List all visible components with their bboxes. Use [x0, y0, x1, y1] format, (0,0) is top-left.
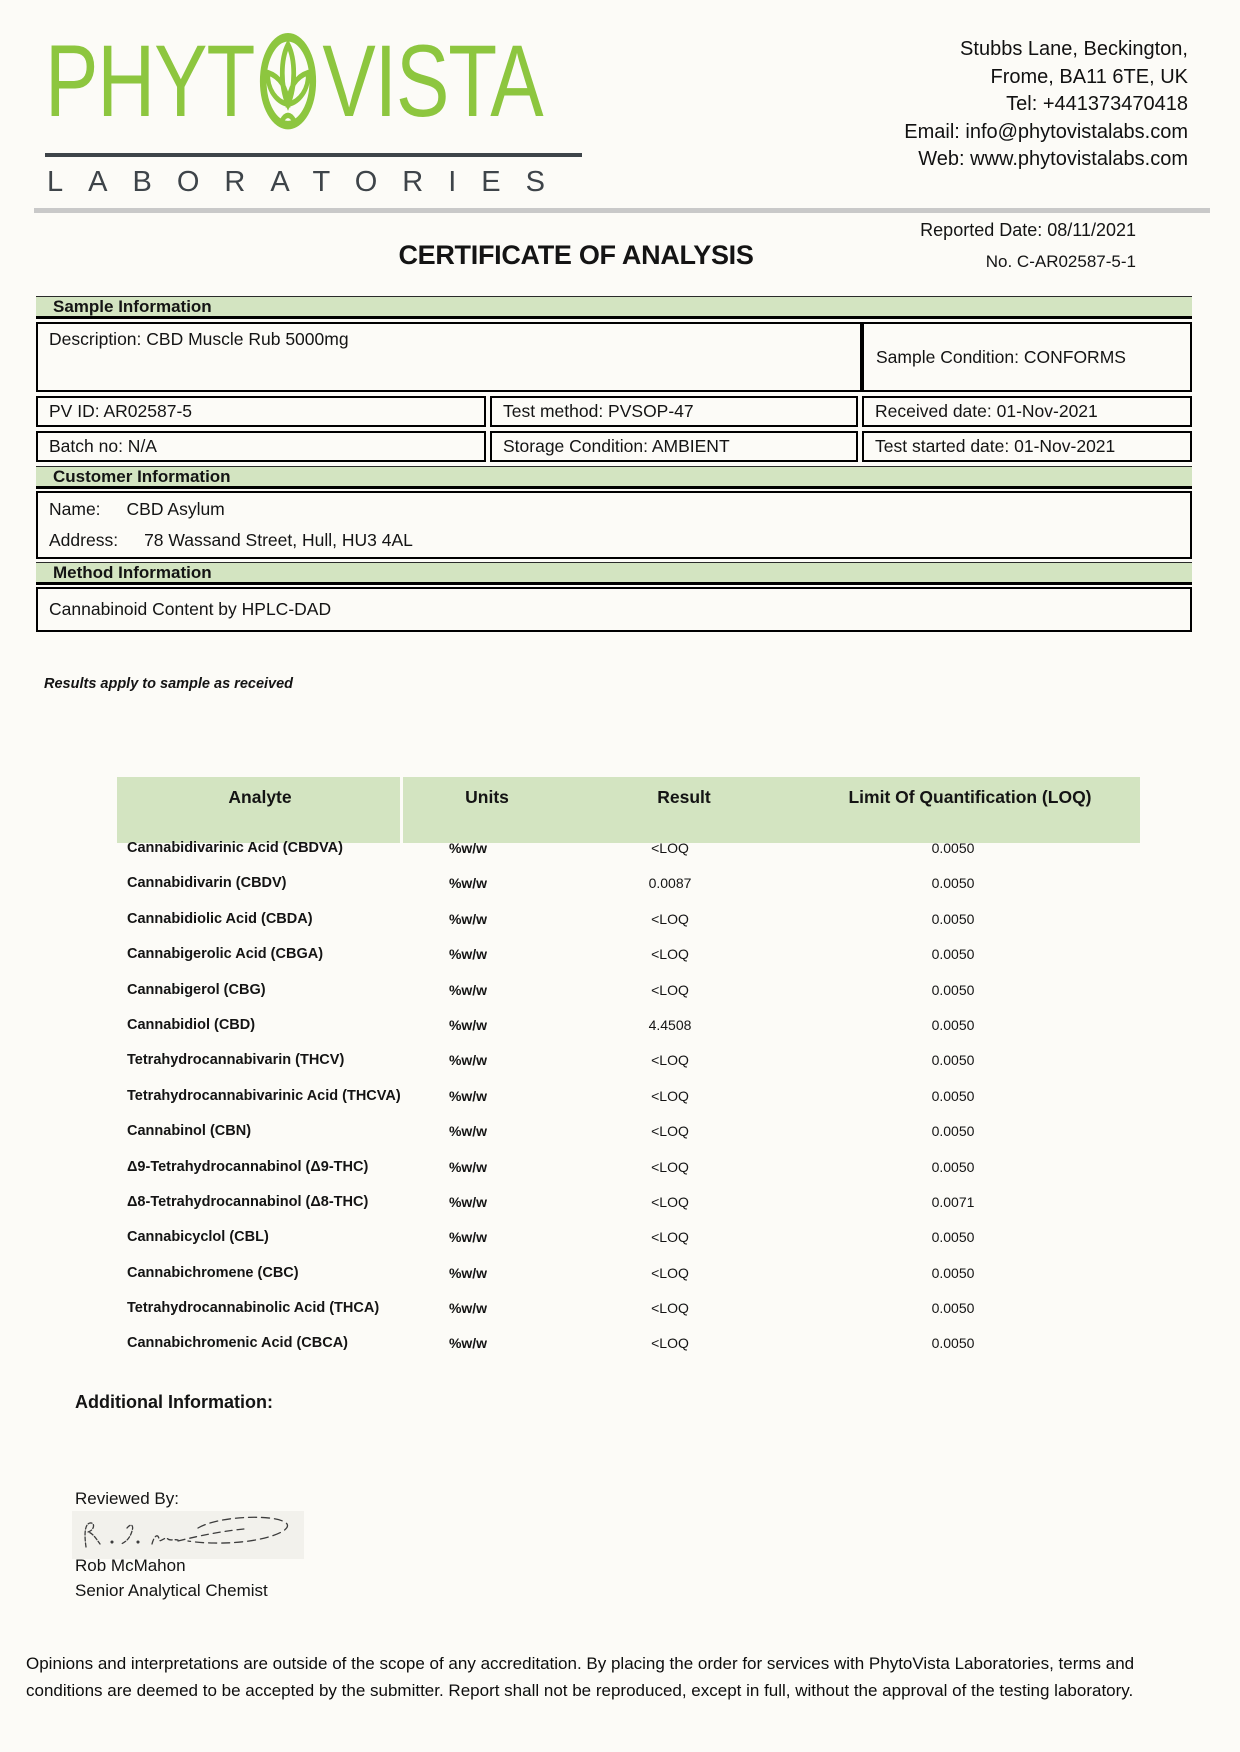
table-row [117, 866, 1140, 901]
table-row [117, 831, 1140, 866]
contact-address-line2: Frome, BA11 6TE, UK [990, 65, 1188, 88]
customer-name-line [49, 499, 1179, 520]
analyte-units: %w/w [448, 1300, 488, 1317]
signer-title: Senior Analytical Chemist [75, 1581, 268, 1600]
column-header-analyte: Analyte [228, 787, 292, 807]
analyte-result: 0.0087 [648, 875, 692, 892]
analyte-name: Tetrahydrocannabivarinic Acid (THCVA) [127, 1087, 401, 1104]
table-row [117, 1220, 1140, 1255]
analyte-units: %w/w [448, 946, 488, 963]
storage-condition-cell: Storage Condition: AMBIENT [490, 431, 858, 462]
analyte-result: <LOQ [651, 1087, 689, 1104]
received-date-cell: Received date: 01-Nov-2021 [862, 396, 1192, 427]
analyte-result: <LOQ [651, 910, 689, 927]
analyte-units: %w/w [448, 1193, 488, 1210]
table-row [117, 1185, 1140, 1220]
analyte-name: Cannabidiol (CBD) [127, 1016, 256, 1033]
analyte-units: %w/w [448, 910, 488, 927]
leaf-lotus-icon [257, 30, 319, 132]
analyte-name: Cannabichromenic Acid (CBCA) [127, 1335, 349, 1352]
analyte-result: <LOQ [651, 981, 689, 998]
customer-address-label: Address: [49, 530, 119, 550]
customer-address-value: 78 Wassand Street, Hull, HU3 4AL [144, 530, 413, 550]
phytovista-logo [45, 23, 543, 138]
analyte-name: Cannabidivarin (CBDV) [127, 875, 287, 892]
analyte-units: %w/w [448, 1123, 488, 1140]
table-row [117, 973, 1140, 1008]
results-note: Results apply to sample as received [44, 676, 294, 692]
analyte-result: <LOQ [651, 1229, 689, 1246]
analyte-units: %w/w [448, 1335, 488, 1352]
analyte-loq: 0.0050 [931, 1123, 975, 1140]
analyte-result: 4.4508 [648, 1016, 692, 1033]
analyte-loq: 0.0050 [931, 1016, 975, 1033]
table-row [117, 1291, 1140, 1326]
contact-web: Web: www.phytovistalabs.com [918, 148, 1188, 170]
customer-name-label: Name: [49, 499, 101, 519]
table-row [117, 1043, 1140, 1078]
customer-address-line [49, 530, 1179, 551]
analyte-units: %w/w [448, 875, 488, 892]
sample-condition-cell: Sample Condition: CONFORMS [862, 322, 1192, 392]
analyte-loq: 0.0050 [931, 1300, 975, 1317]
logo-underline [45, 153, 582, 157]
analyte-name: Cannabigerol (CBG) [127, 981, 266, 998]
analyte-loq: 0.0050 [931, 1052, 975, 1069]
signature-image [72, 1511, 304, 1559]
contact-email: Email: info@phytovistalabs.com [904, 120, 1188, 143]
contact-phone: Tel: +441373470418 [1006, 93, 1188, 115]
analyte-units: %w/w [448, 840, 488, 856]
analyte-result: <LOQ [651, 1193, 689, 1210]
sample-information-header: Sample Information [36, 296, 1192, 319]
analyte-units: %w/w [448, 1087, 488, 1104]
analyte-loq: 0.0050 [931, 1087, 975, 1104]
analyte-result: <LOQ [651, 1052, 689, 1069]
table-row [117, 1150, 1140, 1185]
analyte-name: Cannabigerolic Acid (CBGA) [127, 946, 324, 963]
analyte-name: Cannabidiolic Acid (CBDA) [127, 910, 313, 927]
analyte-loq: 0.0050 [931, 840, 975, 856]
analyte-name: Cannabicyclol (CBL) [127, 1229, 269, 1246]
table-row [117, 937, 1140, 972]
footer-disclaimer: Opinions and interpretations are outside of the scope of any accreditation. By placing the order for services with PhytoVista Laboratories, terms and conditions are deemed to be accepted by the submitter. Report shall not be reproduced, except in full, without the approval of the testing laboratory. [26, 1654, 1135, 1700]
analyte-result: <LOQ [651, 1335, 689, 1352]
analyte-name: Cannabichromene (CBC) [127, 1264, 299, 1281]
analyte-units: %w/w [448, 1264, 488, 1281]
analyte-loq: 0.0050 [931, 1335, 975, 1352]
method-cell: Cannabinoid Content by HPLC-DAD [36, 587, 1192, 632]
test-started-date-cell: Test started date: 01-Nov-2021 [862, 431, 1192, 462]
pv-id-cell: PV ID: AR02587-5 [36, 396, 486, 427]
table-row [117, 1079, 1140, 1114]
customer-name-value: CBD Asylum [126, 499, 225, 519]
reviewed-by-label: Reviewed By: [75, 1489, 179, 1508]
analyte-name: Δ8-Tetrahydrocannabinol (Δ8-THC) [127, 1193, 369, 1210]
lab-contact-block [904, 36, 1188, 174]
customer-information-box [36, 491, 1192, 559]
analyte-loq: 0.0050 [931, 981, 975, 998]
logo-word-part1: PHYT [45, 23, 255, 138]
analyte-name: Tetrahydrocannabivarin (THCV) [127, 1052, 345, 1069]
analyte-loq: 0.0050 [931, 1264, 975, 1281]
analyte-loq: 0.0050 [931, 1229, 975, 1246]
analyte-result: <LOQ [651, 946, 689, 963]
reported-date: Reported Date: 08/11/2021 [920, 220, 1136, 240]
description-cell: Description: CBD Muscle Rub 5000mg [36, 322, 862, 392]
analyte-units: %w/w [448, 981, 488, 998]
analyte-name: Cannabinol (CBN) [127, 1123, 252, 1140]
column-header-loq: Limit Of Quantification (LOQ) [848, 787, 1092, 807]
page-title: CERTIFICATE OF ANALYSIS [398, 240, 754, 270]
report-number: No. C-AR02587-5-1 [985, 252, 1136, 271]
batch-no-cell: Batch no: N/A [36, 431, 486, 462]
analyte-loq: 0.0050 [931, 875, 975, 892]
customer-information-header: Customer Information [36, 466, 1192, 489]
table-row [117, 1256, 1140, 1291]
column-header-units: Units [465, 787, 509, 807]
analyte-result: <LOQ [651, 840, 689, 856]
logo-word-part2: VISTA [322, 23, 543, 138]
analyte-loq: 0.0050 [931, 946, 975, 963]
table-row [117, 902, 1140, 937]
header-divider [34, 208, 1210, 213]
analyte-units: %w/w [448, 1158, 488, 1175]
analyte-name: Δ9-Tetrahydrocannabinol (Δ9-THC) [127, 1158, 369, 1175]
analyte-loq: 0.0071 [931, 1193, 975, 1210]
logo-subtitle: LABORATORIES [47, 166, 570, 198]
analyte-units: %w/w [448, 1229, 488, 1246]
table-row [117, 1326, 1140, 1361]
analyte-loq: 0.0050 [931, 910, 975, 927]
analyte-result: <LOQ [651, 1300, 689, 1317]
analyte-result: <LOQ [651, 1158, 689, 1175]
analyte-name: Cannabidivarinic Acid (CBDVA) [127, 840, 343, 856]
contact-address-line1: Stubbs Lane, Beckington, [960, 38, 1188, 60]
signer-name: Rob McMahon [75, 1556, 186, 1575]
analyte-result: <LOQ [651, 1264, 689, 1281]
analyte-loq: 0.0050 [931, 1158, 975, 1175]
test-method-cell: Test method: PVSOP-47 [490, 396, 858, 427]
analyte-units: %w/w [448, 1016, 488, 1033]
table-row [117, 1008, 1140, 1043]
analyte-units: %w/w [448, 1052, 488, 1069]
analyte-name: Tetrahydrocannabinolic Acid (THCA) [127, 1300, 380, 1317]
table-row [117, 1114, 1140, 1149]
column-header-result: Result [657, 787, 711, 807]
analyte-result: <LOQ [651, 1123, 689, 1140]
additional-information-label: Additional Information: [75, 1392, 273, 1412]
results-table-body [117, 831, 1140, 1362]
method-information-header: Method Information [36, 562, 1192, 585]
